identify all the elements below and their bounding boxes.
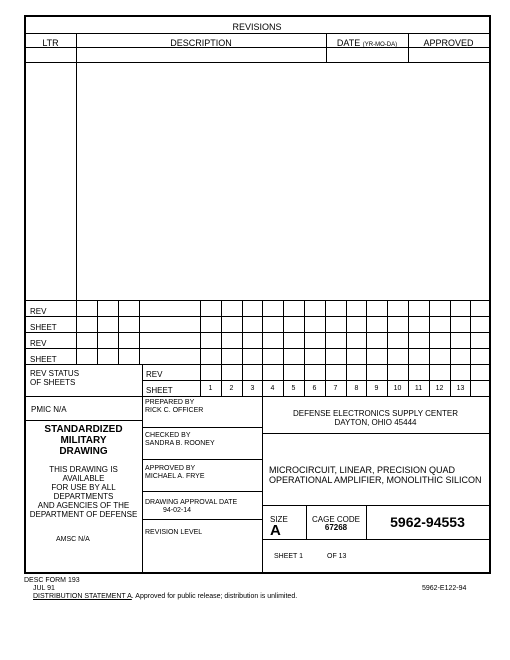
grid-line xyxy=(221,300,222,364)
issuing-center: DEFENSE ELECTRONICS SUPPLY CENTER DAYTON, OHIO 45444 xyxy=(292,409,459,427)
sheet-number-cell: 6 xyxy=(312,385,317,392)
sheet-number-cell: 10 xyxy=(393,385,402,392)
grid-line xyxy=(242,300,243,364)
rev-label: REV xyxy=(146,370,163,379)
sheet-number-cell: 2 xyxy=(229,385,234,392)
sheet-number-cell: 9 xyxy=(374,385,379,392)
rev-status-label: REV STATUS xyxy=(30,369,80,378)
sheet-number-cell: 11 xyxy=(414,385,423,392)
sheet-number-cell: 8 xyxy=(354,385,359,392)
grid-line xyxy=(76,300,77,364)
revisions-title: REVISIONS xyxy=(232,22,282,32)
sheet-number-cell: 12 xyxy=(435,385,444,392)
prepared-label: PREPARED BY xyxy=(145,399,195,406)
part-title: MICROCIRCUIT, LINEAR, PRECISION QUAD OPERATIONAL AMPLIFIER, MONOLITHIC SILICON xyxy=(269,465,482,485)
approved-label: APPROVED BY xyxy=(145,465,196,472)
grid-line xyxy=(97,300,98,364)
col-ltr: LTR xyxy=(42,38,59,48)
pmic-label: PMIC N/A xyxy=(31,405,67,414)
amsc-label: AMSC N/A xyxy=(56,536,90,543)
grid-line xyxy=(408,300,409,364)
sheet-number-cell: 7 xyxy=(333,385,338,392)
grid-line xyxy=(283,300,284,364)
sheet-number-cell: 5 xyxy=(291,385,296,392)
grid-line xyxy=(139,300,140,364)
row-rev-1: REV xyxy=(30,307,47,316)
grid-line xyxy=(387,300,388,364)
sheet-number-cell: 4 xyxy=(270,385,275,392)
sheet-total: OF 13 xyxy=(327,553,347,560)
grid-line xyxy=(262,300,263,364)
sheet-label: SHEET xyxy=(146,386,173,395)
grid-line xyxy=(366,300,367,364)
approval-date: 94-02-14 xyxy=(163,507,192,514)
revision-level-label: REVISION LEVEL xyxy=(145,529,203,536)
approved-name: MICHAEL A. FRYE xyxy=(145,473,205,480)
grid-line xyxy=(429,300,430,364)
row-sheet-2: SHEET xyxy=(30,355,57,364)
form-number: DESC FORM 193 xyxy=(24,577,80,584)
grid-line xyxy=(325,300,326,364)
distribution-statement: DISTRIBUTION STATEMENT A. Approved for public release; distribution is unlimited. xyxy=(33,593,298,600)
grid-line xyxy=(450,300,451,364)
cage-code-value: 67268 xyxy=(324,523,348,532)
approval-date-label: DRAWING APPROVAL DATE xyxy=(145,499,238,506)
sheet-number-cell: 3 xyxy=(250,385,255,392)
drawing-number: 5962-94553 xyxy=(390,514,465,530)
of-sheets-label: OF SHEETS xyxy=(30,378,76,387)
grid-line xyxy=(470,300,471,364)
col-approved: APPROVED xyxy=(423,38,474,48)
cage-code-label: CAGE CODE xyxy=(311,515,360,524)
size-label: SIZE xyxy=(270,515,288,524)
grid-line xyxy=(200,300,201,364)
sheet-number: SHEET 1 xyxy=(274,553,304,560)
grid-line xyxy=(304,300,305,364)
availability-statement: THIS DRAWING IS AVAILABLE FOR USE BY ALL DEPARTMENTS AND AGENCIES OF THE DEPARTMENT OF DEFENSE xyxy=(29,465,138,519)
prepared-name: RICK C. OFFICER xyxy=(145,407,204,414)
col-description: DESCRIPTION xyxy=(170,38,232,48)
row-sheet-1: SHEET xyxy=(30,323,57,332)
checked-name: SANDRA B. ROONEY xyxy=(145,440,215,447)
form-date: JUL 91 xyxy=(33,585,55,592)
sheet-number-cell: 13 xyxy=(456,385,465,392)
grid-line xyxy=(346,300,347,364)
size-value: A xyxy=(270,522,281,539)
col-date: DATE (YR-MO-DA) xyxy=(336,38,398,48)
std-mil-drawing: STANDARDIZED MILITARY DRAWING xyxy=(44,424,123,457)
grid-line xyxy=(118,300,119,364)
sheet-number-cell: 1 xyxy=(208,385,213,392)
row-rev-2: REV xyxy=(30,339,47,348)
checked-label: CHECKED BY xyxy=(145,432,191,439)
doc-code: 5962-E122-94 xyxy=(422,585,467,592)
